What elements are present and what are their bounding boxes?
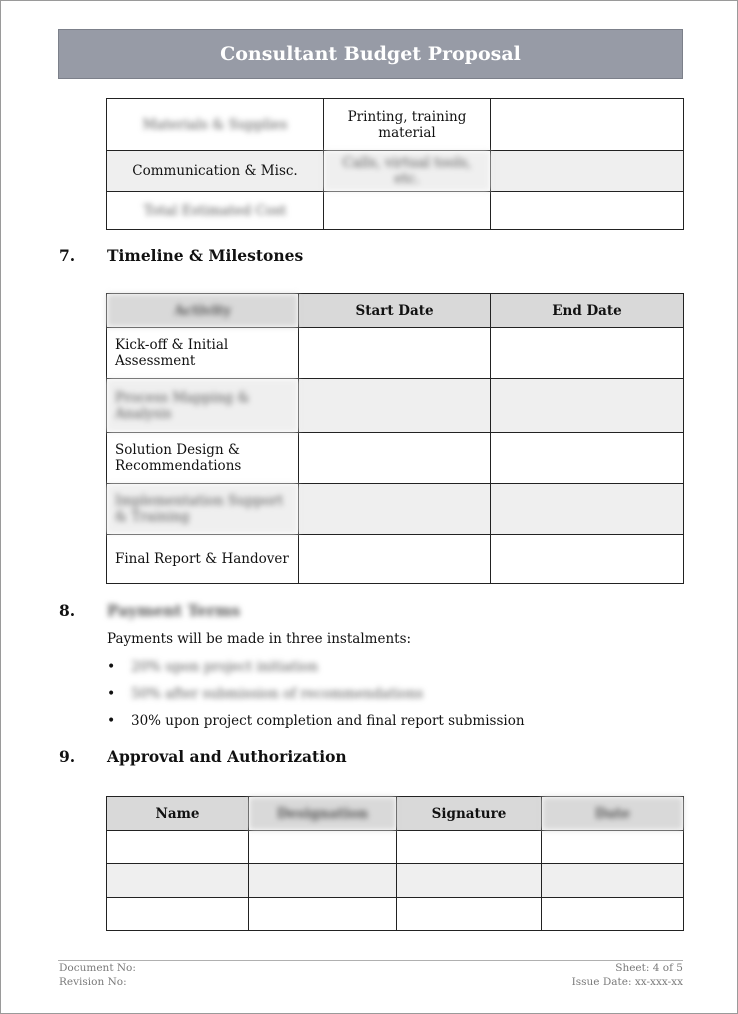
signature-cell [397, 898, 542, 931]
start-date-cell [299, 379, 491, 433]
budget-cost-cell [491, 192, 684, 230]
start-date-cell [299, 484, 491, 535]
table-row [107, 379, 684, 433]
column-header-name: Name [107, 797, 249, 831]
column-header-end-date: End Date [491, 294, 684, 328]
activity-cell: Final Report & Handover [107, 535, 299, 584]
section-title: Payment Terms [107, 601, 241, 620]
footer-sheet: Sheet: 4 of 5 [615, 962, 683, 974]
budget-item-cell: Materials & Supplies [107, 99, 324, 151]
budget-description-cell: Printing, training material [324, 99, 491, 151]
table-row [107, 192, 684, 230]
list-item [107, 686, 607, 704]
section-number: 7. [59, 246, 76, 265]
budget-cost-cell [491, 99, 684, 151]
section-number: 8. [59, 601, 76, 620]
designation-cell [249, 864, 397, 898]
column-header-signature: Signature [397, 797, 542, 831]
end-date-cell [491, 379, 684, 433]
section-9-heading [59, 747, 459, 767]
table-row [107, 864, 684, 898]
table-row [107, 99, 684, 151]
bullet-icon: • [107, 713, 116, 729]
section-7-heading [59, 246, 459, 266]
footer-revision-no: Revision No: [59, 976, 127, 988]
date-cell [542, 831, 684, 864]
section-title: Timeline & Milestones [107, 246, 304, 265]
table-row [107, 898, 684, 931]
designation-cell [249, 831, 397, 864]
table-row [107, 151, 684, 192]
signature-cell [397, 831, 542, 864]
start-date-cell [299, 535, 491, 584]
table-row [107, 484, 684, 535]
table-row [107, 831, 684, 864]
list-item [107, 659, 607, 677]
section-number: 9. [59, 747, 76, 766]
table-header-row [107, 797, 684, 831]
activity-cell: Kick-off & Initial Assessment [107, 328, 299, 379]
name-cell [107, 898, 249, 931]
activity-cell: Implementation Support & Training [107, 484, 299, 535]
activity-cell: Process Mapping & Analysis [107, 379, 299, 433]
name-cell [107, 831, 249, 864]
date-cell [542, 898, 684, 931]
column-header-designation: Designation [249, 797, 397, 831]
signature-cell [397, 864, 542, 898]
budget-description-cell [324, 192, 491, 230]
footer-document-no: Document No: [59, 962, 136, 974]
table-row [107, 433, 684, 484]
column-header-date: Date [542, 797, 684, 831]
section-title: Approval and Authorization [107, 747, 347, 766]
bullet-icon: • [107, 686, 116, 702]
end-date-cell [491, 535, 684, 584]
table-header-row [107, 294, 684, 328]
budget-cost-cell [491, 151, 684, 192]
designation-cell [249, 898, 397, 931]
start-date-cell [299, 433, 491, 484]
date-cell [542, 864, 684, 898]
budget-item-cell: Communication & Misc. [107, 151, 324, 192]
column-header-start-date: Start Date [299, 294, 491, 328]
budget-description-cell: Calls, virtual tools, etc. [324, 151, 491, 192]
list-item [107, 713, 607, 731]
table-row [107, 328, 684, 379]
section-8-heading [59, 601, 459, 621]
start-date-cell [299, 328, 491, 379]
budget-table [106, 98, 684, 230]
timeline-table [106, 293, 684, 584]
end-date-cell [491, 433, 684, 484]
budget-item-cell: Total Estimated Cost [107, 192, 324, 230]
footer-issue-date: Issue Date: xx-xxx-xx [571, 976, 683, 988]
bullet-icon: • [107, 659, 116, 675]
name-cell [107, 864, 249, 898]
page-banner [58, 29, 683, 79]
payment-intro: Payments will be made in three instalments: [107, 631, 412, 647]
approval-table [106, 796, 684, 931]
column-header-activity: Activity [107, 294, 299, 328]
bullet-text: 50% after submission of recommendations [131, 686, 424, 702]
table-row [107, 535, 684, 584]
bullet-text: 30% upon project completion and final report submission [131, 713, 525, 729]
end-date-cell [491, 328, 684, 379]
end-date-cell [491, 484, 684, 535]
bullet-text: 20% upon project initiation [131, 659, 319, 675]
activity-cell: Solution Design & Recommendations [107, 433, 299, 484]
footer-divider [58, 960, 683, 961]
page-title: Consultant Budget Proposal [220, 43, 521, 65]
